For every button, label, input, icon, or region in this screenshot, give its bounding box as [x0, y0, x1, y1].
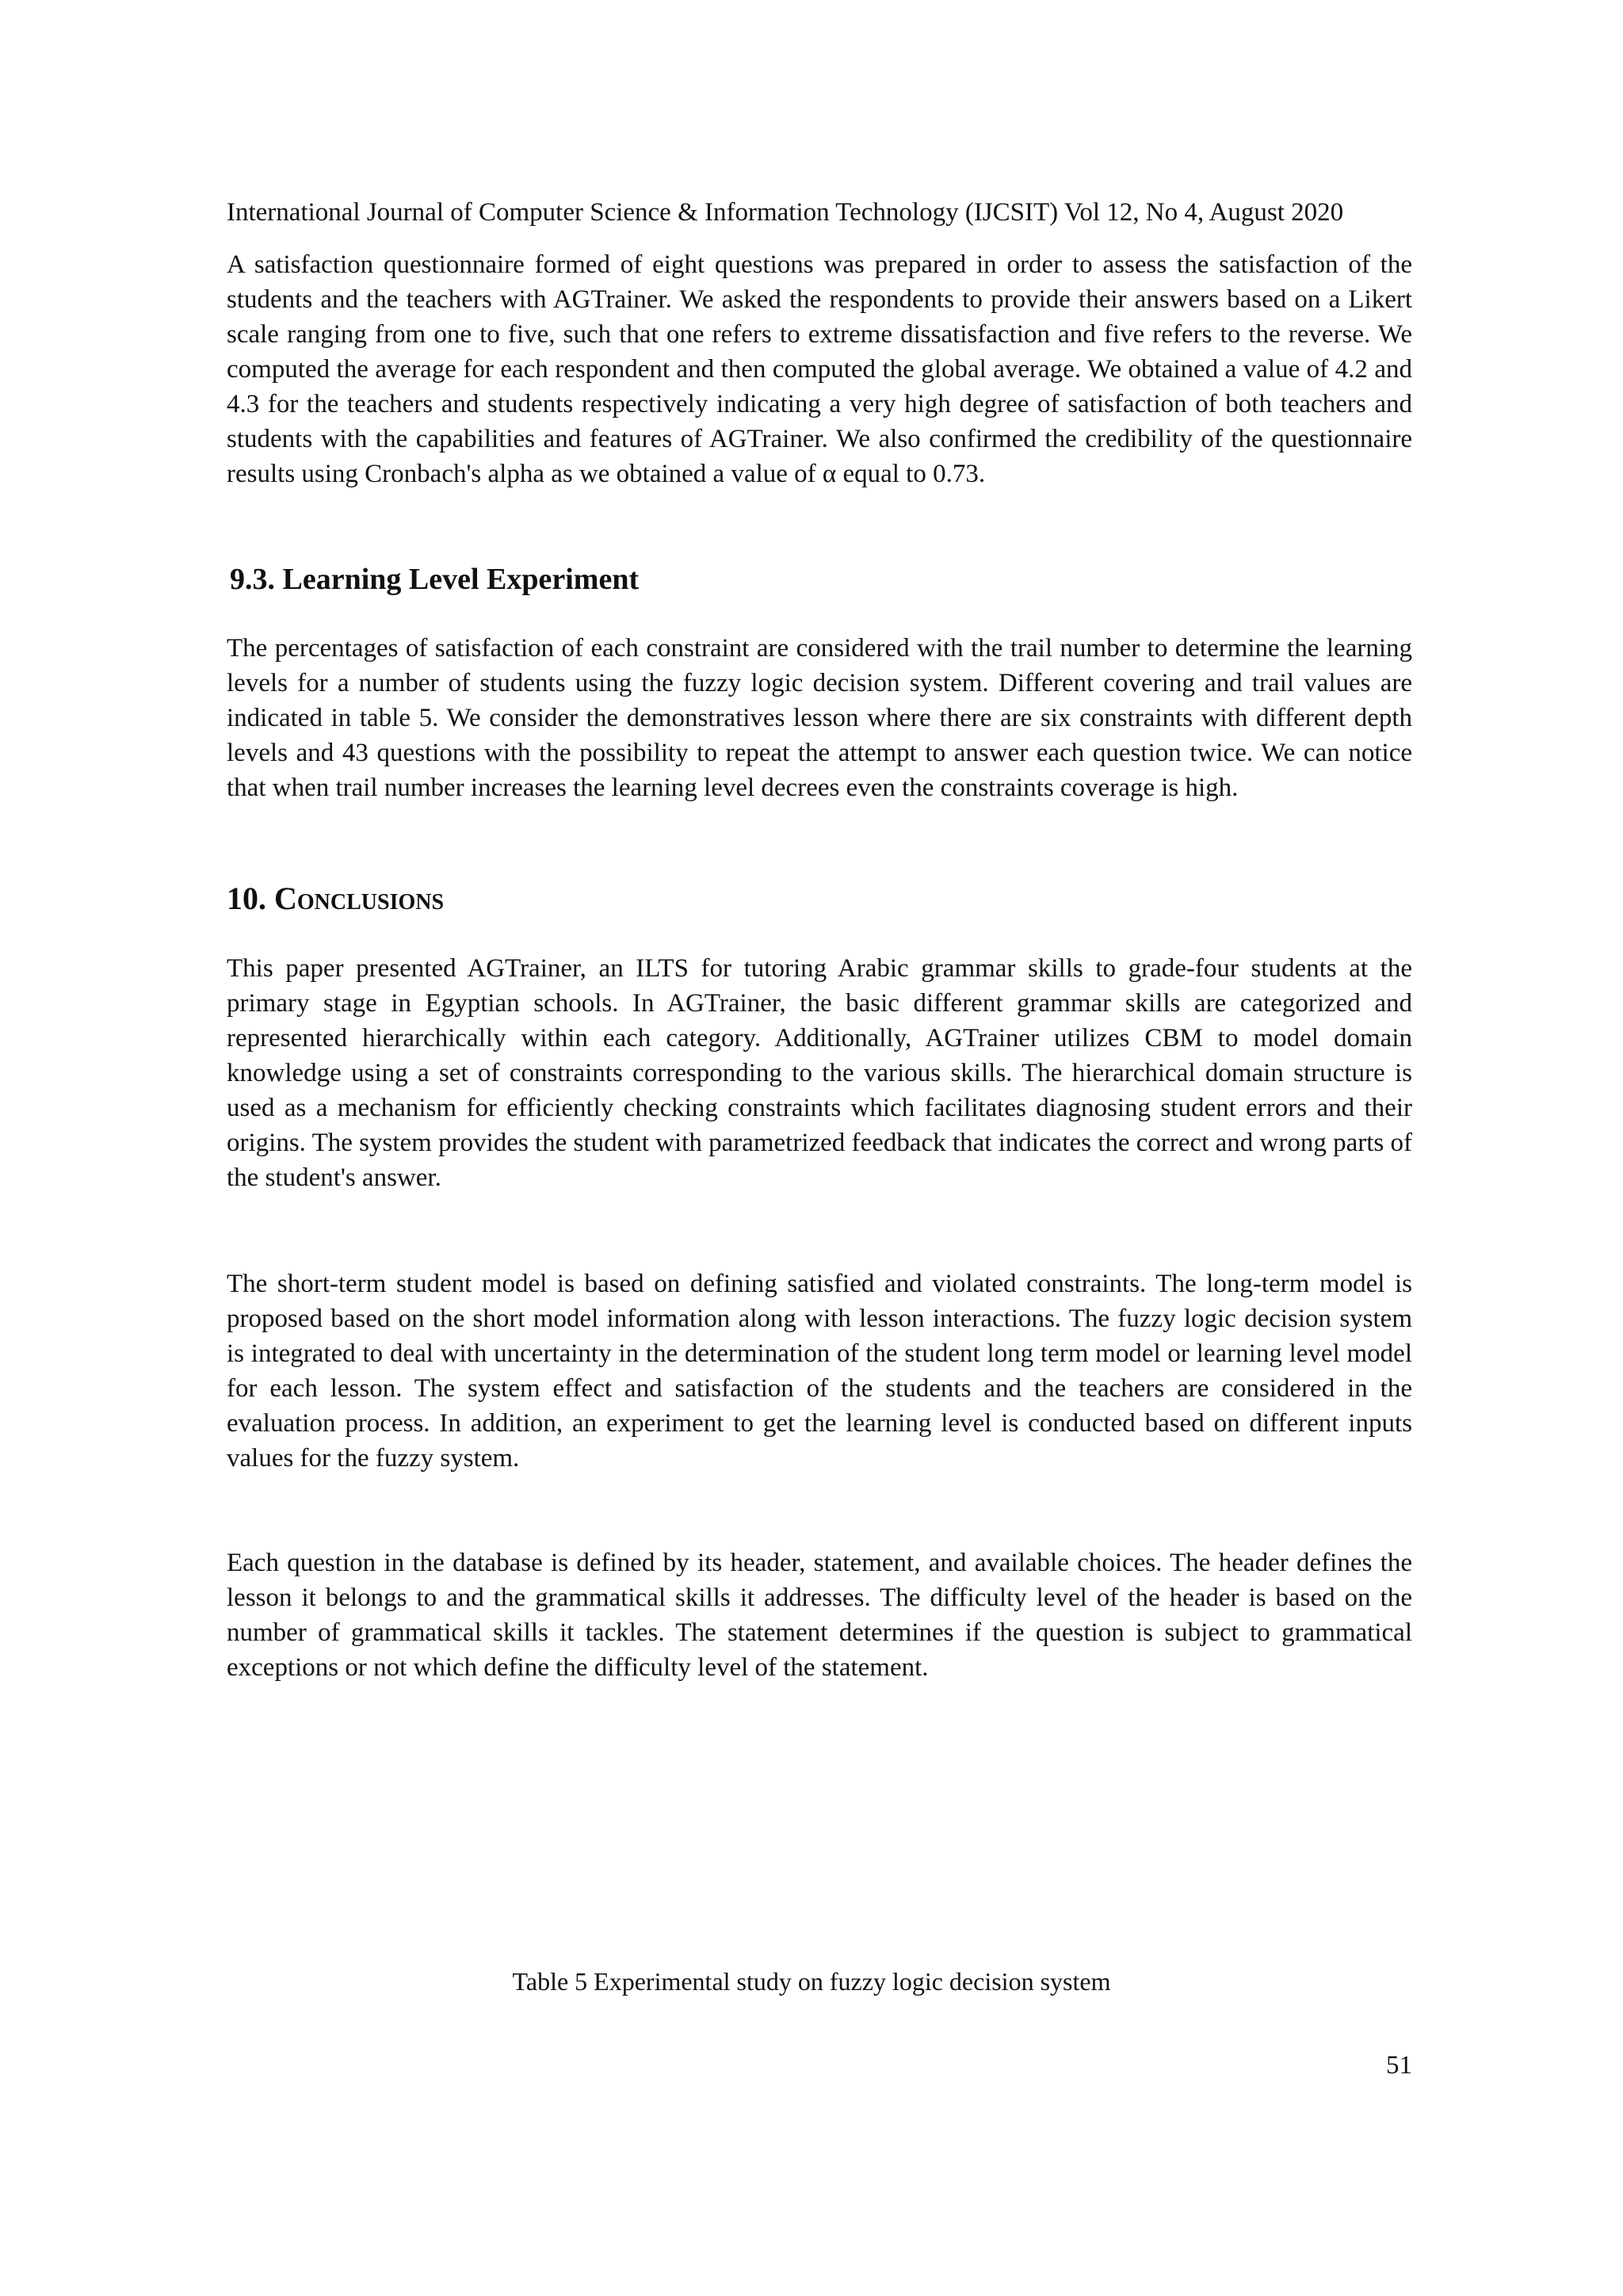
running-header: International Journal of Computer Science & Information Technology (IJCSIT) Vol 12, No 4, August 2020	[227, 198, 1344, 227]
subsection-heading: 9.3. Learning Level Experiment	[230, 563, 640, 596]
table-caption: Table 5 Experimental study on fuzzy logic decision system	[512, 1967, 1111, 1996]
paragraph-conclusion-1: This paper presented AGTrainer, an ILTS for tutoring Arabic grammar skills to grade-four students at the primary stage in Egyptian schools. In AGTrainer, the basic different grammar skills are categorized and represented hierarchically within each category. Additionally, AGTrainer utilizes CBM to model domain knowledge using a set of constraints corresponding to the various skills. The hierarchical domain structure is used as a mechanism for efficiently checking constraints which facilitates diagnosing student errors and their origins. The system provides the student with parametrized feedback that indicates the correct and wrong parts of the student's answer.	[227, 954, 1412, 1192]
page-number: 51	[1386, 2051, 1412, 2080]
paragraph-conclusion-3: Each question in the database is defined by its header, statement, and available choices. The header defines the lesson it belongs to and the grammatical skills it addresses. The difficulty level of the header is based on the number of grammatical skills it tackles. The statement determines if the question is subject to grammatical exceptions or not which define the difficulty level of the statement.	[227, 1549, 1412, 1682]
paragraph-conclusion-2: The short-term student model is based on defining satisfied and violated constraints. The long-term model is proposed based on the short model information along with lesson interactions. The fuzzy logic decision system is integrated to deal with uncertainty in the determination of the student long term model or learning level model for each lesson. The system effect and satisfaction of the students and the teachers are considered in the evaluation process. In addition, an experiment to get the learning level is conducted based on different inputs values for the fuzzy system.	[227, 1270, 1412, 1473]
section-number: 10.	[227, 881, 266, 916]
section-heading	[227, 880, 444, 918]
paragraph-questionnaire: A satisfaction questionnaire formed of eight questions was prepared in order to assess the satisfaction of the students and the teachers with AGTrainer. We asked the respondents to provide their answers based on a Likert scale ranging from one to five, such that one refers to extreme dissatisfaction and five refers to the reverse. We computed the average for each respondent and then computed the global average. We obtained a value of 4.2 and 4.3 for the teachers and students respectively indicating a very high degree of satisfaction of both teachers and students with the capabilities and features of AGTrainer. We also confirmed the credibility of the questionnaire results using Cronbach's alpha as we obtained a value of α equal to 0.73.	[227, 250, 1412, 488]
section-title: Conclusions	[274, 881, 445, 916]
paragraph-learning-level: The percentages of satisfaction of each constraint are considered with the trail number to determine the learning levels for a number of students using the fuzzy logic decision system. Different covering and trail values are indicated in table 5. We consider the demonstratives lesson where there are six constraints with different depth levels and 43 questions with the possibility to repeat the attempt to answer each question twice. We can notice that when trail number increases the learning level decrees even the constraints coverage is high.	[227, 634, 1412, 802]
